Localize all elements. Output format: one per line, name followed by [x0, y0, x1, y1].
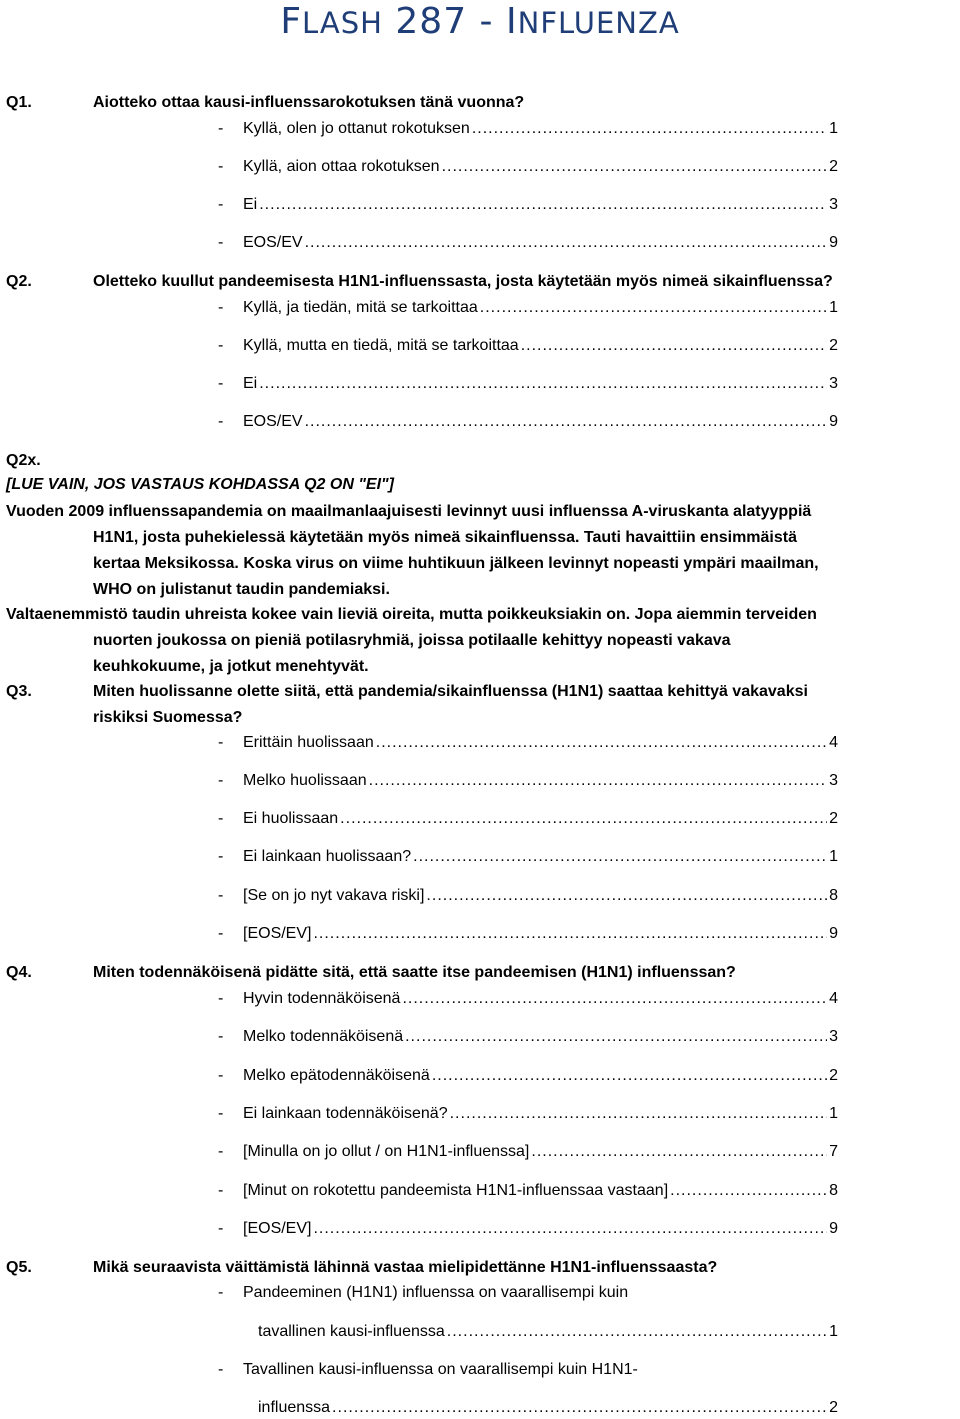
title-letter-f: F [280, 1, 303, 42]
q1-option-3: - Ei ..... 3 [218, 194, 838, 216]
q3-option-6: - [EOS/EV] ..... 9 [218, 923, 838, 945]
page-title [0, 0, 960, 45]
q4-option-2: - Melko todennäköisenä ..... 3 [218, 1026, 838, 1048]
q3-option-4: - Ei lainkaan huolissaan? ..... 1 [218, 846, 838, 868]
q3-option-2: - Melko huolissaan ..... 3 [218, 770, 838, 792]
q4-option-3: - Melko epätodennäköisenä ..... 2 [218, 1065, 838, 1087]
q2-option-2: - Kyllä, mutta en tiedä, mitä se tarkoittaa ..... 2 [218, 335, 838, 357]
q4-option-1: - Hyvin todennäköisenä ..... 4 [218, 988, 838, 1010]
title-flash-rest: LASH [302, 6, 383, 40]
q5-option-1-line2: tavallinen kausi-influenssa ..... 1 [258, 1321, 838, 1343]
q2-option-3: - Ei ..... 3 [218, 373, 838, 395]
q4-option-6: - [Minut on rokotettu pandeemista H1N1-influenssaa vastaan] ..... 8 [218, 1180, 838, 1202]
q1-text: Aiotteko ottaa kausi-influenssarokotuksen tänä vuonna? [93, 94, 525, 111]
q2-option-1: - Kyllä, ja tiedän, mitä se tarkoittaa ..... 1 [218, 297, 838, 319]
q3-option-3: - Ei huolissaan ..... 2 [218, 808, 838, 830]
title-number: 287 - [395, 1, 494, 42]
q3-option-1: - Erittäin huolissaan ..... 4 [218, 732, 838, 754]
q5-option-2-line1: - Tavallinen kausi-influenssa on vaarallisempi kuin H1N1- [218, 1361, 638, 1378]
q3-text: Miten huolissanne olette siitä, että pandemia/sikainfluenssa (H1N1) saattaa kehittyä vakavaksi riskiksi Suomessa? [93, 683, 808, 726]
q5-option-2-line2: influenssa ..... 2 [258, 1397, 838, 1419]
q3-number: Q3. [6, 683, 32, 700]
q5-number: Q5. [6, 1259, 32, 1276]
q3-option-5: - [Se on jo nyt vakava riski] ..... 8 [218, 885, 838, 907]
q4-option-7: - [EOS/EV] ..... 9 [218, 1218, 838, 1240]
q4-option-4: - Ei lainkaan todennäköisenä? ..... 1 [218, 1103, 838, 1125]
q2x-number: Q2x. [6, 452, 41, 469]
q4-option-5: - [Minulla on jo ollut / on H1N1-influenssa] ..... 7 [218, 1141, 838, 1163]
q2-option-4: - EOS/EV ..... 9 [218, 411, 838, 433]
title-letter-i: I [506, 1, 518, 42]
q1-option-1: - Kyllä, olen jo ottanut rokotuksen ..... 1 [218, 118, 838, 140]
q2x-instruction: [LUE VAIN, JOS VASTAUS KOHDASSA Q2 ON "EI"] [6, 476, 394, 493]
q2x-paragraph-2: Valtaenemmistö taudin uhreista kokee vain lieviä oireita, mutta poikkeuksiakin on. Jopa aiemmin terveiden nuorten joukossa on pieniä potilasryhmiä, joissa potilaalle kehittyy nopeasti vakava keuhkokuume, ja jotkut menehtyvät. [6, 606, 817, 675]
q5-text: Mikä seuraavista väittämistä lähinnä vastaa mielipidettänne H1N1-influenssaasta? [93, 1259, 718, 1276]
q1-number: Q1. [6, 94, 32, 111]
q1-option-4: - EOS/EV ..... 9 [218, 232, 838, 254]
title-influenza-rest: NFLUENZA [517, 6, 680, 40]
q2x-paragraph-1: Vuoden 2009 influenssapandemia on maailmanlaajuisesti levinnyt uusi influenssa A-viruskanta alatyyppiä H1N1, josta puhekielessä käytetään myös nimeä sikainfluenssa. Tauti havaittiin ensimmäistä kertaa Meksikossa. Koska virus on viime huhtikuun jälkeen levinnyt nopeasti ympäri maailman, WHO on julistanut taudin pandemiaksi. [6, 503, 819, 598]
q1-option-2: - Kyllä, aion ottaa rokotuksen ..... 2 [218, 156, 838, 178]
q2-number: Q2. [6, 273, 32, 290]
q5-option-1-line1: - Pandeeminen (H1N1) influenssa on vaarallisempi kuin [218, 1284, 629, 1301]
q4-number: Q4. [6, 964, 32, 981]
q2-text: Oletteko kuullut pandeemisesta H1N1-influenssasta, josta käytetään myös nimeä sikainfluenssa? [93, 273, 833, 290]
q4-text: Miten todennäköisenä pidätte sitä, että saatte itse pandeemisen (H1N1) influenssan? [93, 964, 736, 981]
